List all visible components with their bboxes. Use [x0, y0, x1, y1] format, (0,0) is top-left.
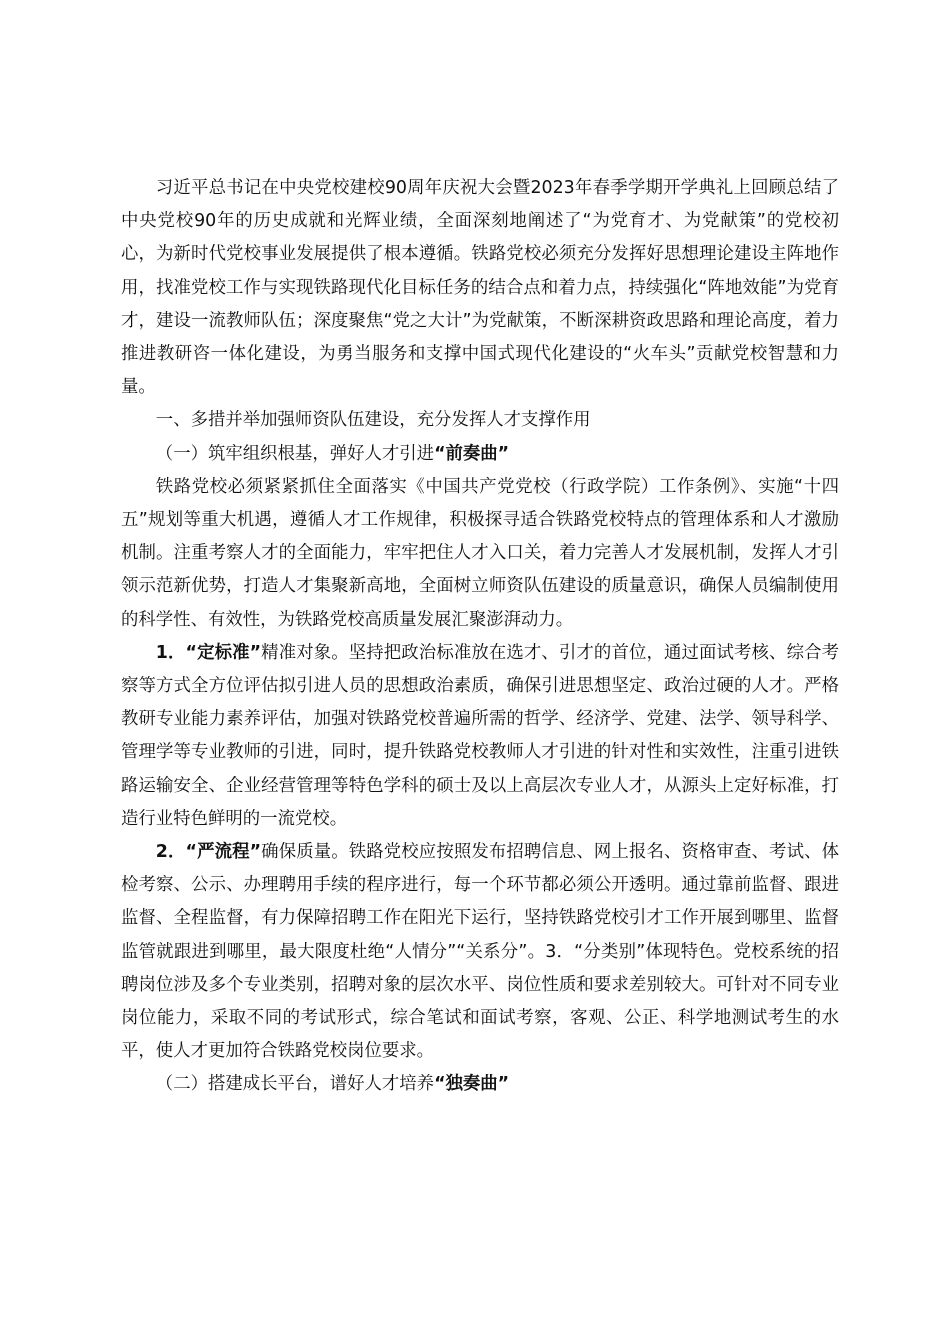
subsection-heading-2-text: （二）搭建成长平台，谱好人才培养 [155, 1074, 435, 1095]
body-paragraph-1: 铁路党校必须紧紧抓住全面落实《中国共产党党校（行政学院）工作条例》、实施“十四五”规划等重大机遇，遵循人才工作规律，积极探寻适合铁路党校特点的管理体系和人才激励机制。注重考察人才的全面能力，牢牢把住人才入口关，着力完善人才发展机制，发挥人才引领示范新优势，打造人才集聚新高地，全面树立师资队伍建设的质量意识，确保人员编制使用的科学性、有效性，为铁路党校高质量发展汇聚澎湃动力。 [121, 476, 839, 630]
subsection-heading-1-emphasis: “前奏曲” [434, 443, 510, 464]
body-paragraph-2 [121, 637, 839, 836]
document-page [121, 172, 839, 1102]
subsection-heading-1-text: （一）筑牢组织根基，弹好人才引进 [155, 443, 435, 464]
item-2-text: 确保质量。铁路党校应按照发布招聘信息、网上报名、资格审查、考试、体检考察、公示、办理聘用手续的程序进行，每一个环节都必须公开透明。通过靠前监督、跟进监督、全程监督，有力保障招聘工作在阳光下运行，坚持铁路党校引才工作开展到哪里、监督监管就跟进到哪里，最大限度杜绝“人情分”“关系分”。3．“分类别”体现特色。党校系统的招聘岗位涉及多个专业类别，招聘对象的层次水平、岗位性质和要求差别较大。可针对不同专业岗位能力，采取不同的考试形式，综合笔试和面试考察，客观、公正、科学地测试考生的水平，使人才更加符合铁路党校岗位要求。 [121, 842, 839, 1062]
item-1-text: 精准对象。坚持把政治标准放在选才、引才的首位，通过面试考核、综合考察等方式全方位评估拟引进人员的思想政治素质，确保引进思想坚定、政治过硬的人才。严格教研专业能力素养评估，加强对铁路党校普遍所需的哲学、经济学、党建、法学、领导科学、管理学等专业教师的引进，同时，提升铁路党校教师人才引进的针对性和实效性，注重引进铁路运输安全、企业经营管理等特色学科的硕士及以上高层次专业人才，从源头上定好标准，打造行业特色鲜明的一流党校。 [121, 642, 839, 829]
body-paragraph-3 [121, 836, 839, 1068]
intro-paragraph: 习近平总书记在中央党校建校90周年庆祝大会暨2023年春季学期开学典礼上回顾总结了中央党校90年的历史成就和光辉业绩，全面深刻地阐述了“为党育才、为党献策”的党校初心，为新时代党校事业发展提供了根本遵循。铁路党校必须充分发挥好思想理论建设主阵地作用，找准党校工作与实现铁路现代化目标任务的结合点和着力点，持续强化“阵地效能”为党育才，建设一流教师队伍；深度聚焦“党之大计”为党献策，不断深耕资政思路和理论高度，着力推进教研咨一体化建设，为勇当服务和支撑中国式现代化建设的“火车头”贡献党校智慧和力量。 [121, 178, 839, 398]
item-2-title: 2．“严流程” [155, 842, 262, 863]
subsection-heading-2-emphasis: “独奏曲” [434, 1074, 510, 1095]
section-heading-1: 一、多措并举加强师资队伍建设，充分发挥人才支撑作用 [155, 410, 591, 431]
item-1-title: 1．“定标准” [155, 642, 262, 663]
subsection-heading-2 [121, 1068, 839, 1101]
subsection-heading-1 [121, 438, 839, 471]
